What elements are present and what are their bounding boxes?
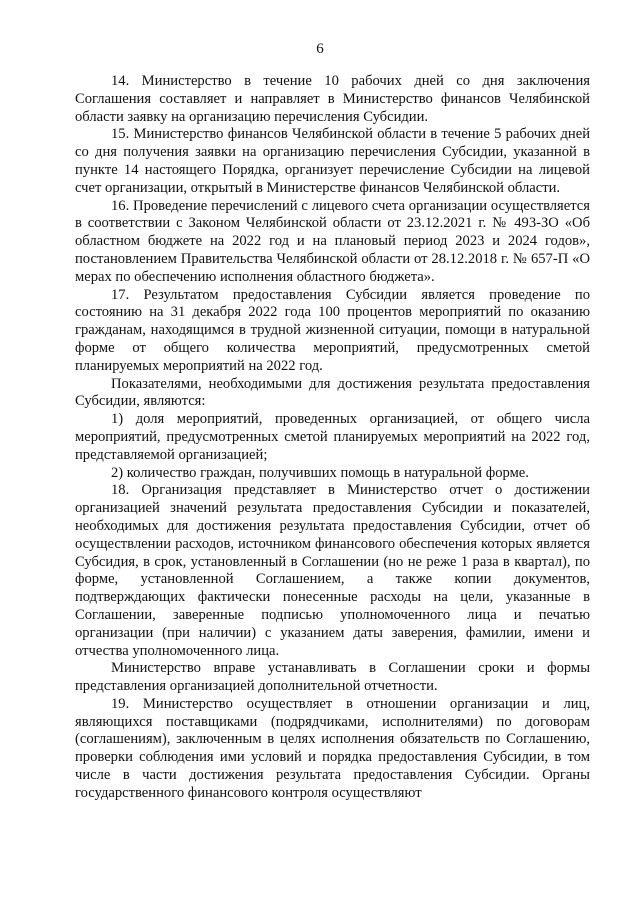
paragraph-indicator-1: 1) доля мероприятий, проведенных организацией, от общего числа мероприятий, предусмотренных сметой планируемых мероприятий на 2022 год, представляемой организацией; bbox=[75, 411, 590, 463]
paragraph-indicators-intro: Показателями, необходимыми для достижения результата предоставления Субсидии, являются: bbox=[75, 375, 590, 410]
paragraph-19: 19. Министерство осуществляет в отношении организации и лиц, являющихся поставщиками (подрядчиками, исполнителями) по договорам (соглашениям), заключенным в целях исполнения обязательств по Соглашению, проверки соблюдения ими условий и порядка предоставления Субсидии, в том числе в части достижения результата предоставления Субсидии. Органы государственного финансового контроля осуществляют bbox=[75, 695, 590, 801]
paragraph-16: 16. Проведение перечислений с лицевого счета организации осуществляется в соответствии с Законом Челябинской области от 23.12.2021 г. № 493-ЗО «Об областном бюджете на 2022 год и на плановый период 2023 и 2024 годов», постановлением Правительства Челябинской области от 28.12.2018 г. № 657-П «О мерах по обеспечению исполнения областного бюджета». bbox=[75, 197, 590, 285]
page-number: 6 bbox=[316, 41, 324, 57]
paragraph-indicator-2: 2) количество граждан, получивших помощь в натуральной форме. bbox=[111, 464, 529, 481]
paragraph-14: 14. Министерство в течение 10 рабочих дней со дня заключения Соглашения составляет и направляет в Министерство финансов Челябинской области заявку на организацию перечисления Субсидии. bbox=[75, 73, 590, 125]
paragraph-17: 17. Результатом предоставления Субсидии является проведение по состоянию на 31 декабря 2022 года 100 процентов мероприятий по оказанию гражданам, находящимся в трудной жизненной ситуации, помощи в натуральной форме от общего количества мероприятий, предусмотренных сметой планируемых мероприятий на 2022 год. bbox=[75, 286, 590, 374]
paragraph-18: 18. Организация представляет в Министерство отчет о достижении организацией значений результата предоставления Субсидии и показателей, необходимых для достижения результата предоставления Субсидии, отчет об осуществлении расходов, источником финансового обеспечения которых является Субсидия, в срок, установленный в Соглашении (но не реже 1 раза в квартал), по форме, установленной Соглашением, а также копии документов, подтверждающих фактически понесенные расходы на цели, указанные в Соглашении, заверенные подписью уполномоченного лица и печатью организации (при наличии) с указанием даты заверения, фамилии, имени и отчества уполномоченного лица. bbox=[75, 482, 590, 659]
paragraph-additional-reporting: Министерство вправе устанавливать в Соглашении сроки и формы представления организацией дополнительной отчетности. bbox=[75, 660, 590, 695]
document-body bbox=[75, 73, 590, 803]
paragraph-15: 15. Министерство финансов Челябинской области в течение 5 рабочих дней со дня получения заявки на организацию перечисления Субсидии, указанной в пункте 14 настоящего Порядка, организует перечисление Субсидии на лицевой счет организации, открытый в Министерстве финансов Челябинской области. bbox=[75, 126, 590, 196]
